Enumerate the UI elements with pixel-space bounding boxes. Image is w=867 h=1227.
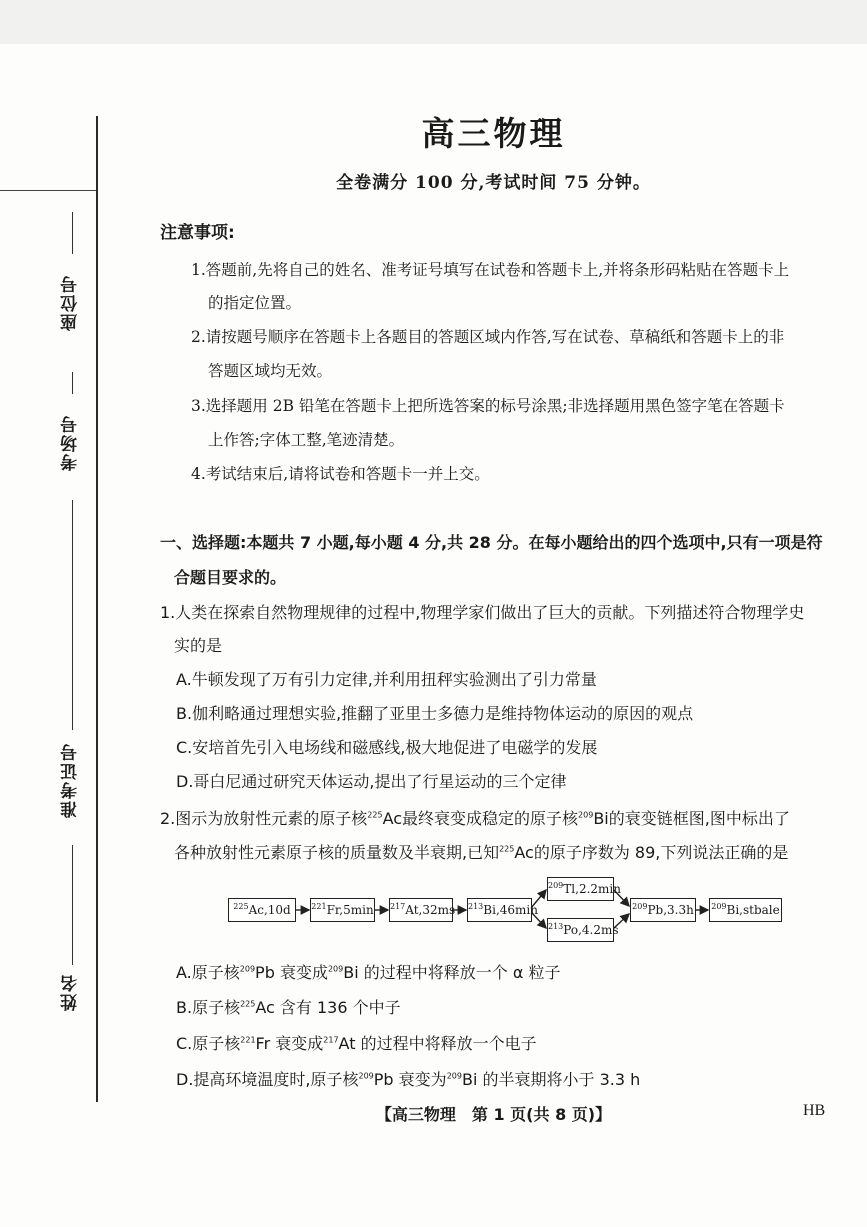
section-heading-cont: 合题目要求的。 xyxy=(174,568,287,587)
question-2-option-c[interactable]: C.原子核$^{221}$Fr 衰变成$^{217}$At 的过程中将释放一个电子 xyxy=(176,1034,537,1053)
name-field[interactable] xyxy=(58,845,88,1025)
page-footer: 【高三物理 第 1 页(共 8 页)】 xyxy=(375,1105,612,1124)
question-1-stem: 1.人类在探索自然物理规律的过程中,物理学家们做出了巨大的贡献。下列描述符合物理学史 xyxy=(160,603,805,622)
nucleus-bi209: $^{209}$Bi,stbale xyxy=(709,898,782,922)
nucleus-pb209: $^{209}$Pb,3.3h xyxy=(630,898,696,922)
question-2-option-d[interactable]: D.提高环境温度时,原子核$^{209}$Pb 衰变为$^{209}$Bi 的半衰期将小于 3.3 h xyxy=(176,1070,641,1089)
note-line: 的指定位置。 xyxy=(208,294,302,312)
question-1-option-a[interactable]: A.牛顿发现了万有引力定律,并利用扭秤实验测出了引力常量 xyxy=(176,670,597,689)
note-line: 上作答;字体工整,笔迹清楚。 xyxy=(208,431,405,449)
question-2-stem-cont: 各种放射性元素原子核的质量数及半衰期,已知$^{225}$Ac的原子序数为 89,下列说法正确的是 xyxy=(174,843,789,862)
note-line: 3.选择题用 2B 铅笔在答题卡上把所选答案的标号涂黑;非选择题用黑色签字笔在答题卡 xyxy=(191,397,785,415)
question-2-stem: 2.图示为放射性元素的原子核$^{225}$Ac最终衰变成稳定的原子核$^{209}$Bi的衰变链框图,图中标出了 xyxy=(160,809,790,828)
question-1-stem-cont: 实的是 xyxy=(174,636,223,655)
question-1-option-d[interactable]: D.哥白尼通过研究天体运动,提出了行星运动的三个定律 xyxy=(176,772,567,791)
question-2-option-a[interactable]: A.原子核$^{209}$Pb 衰变成$^{209}$Bi 的过程中将释放一个 α 粒子 xyxy=(176,963,561,982)
ticket-number-label: 准考证号 xyxy=(61,742,81,818)
ticket-number-field[interactable] xyxy=(58,500,88,830)
page-title: 高三物理 xyxy=(421,114,566,153)
name-blank[interactable] xyxy=(72,845,73,965)
note-line: 答题区域均无效。 xyxy=(208,362,333,380)
note-line: 2.请按题号顺序在答题卡上各题目的答题区域内作答,写在试卷、草稿纸和答题卡上的非 xyxy=(191,328,785,346)
seat-number-label: 座位号 xyxy=(61,274,81,331)
page-code: HB xyxy=(803,1102,826,1119)
question-1-option-c[interactable]: C.安培首先引入电场线和磁感线,极大地促进了电磁学的发展 xyxy=(176,738,598,757)
nucleus-fr221: $^{221}$Fr,5min xyxy=(310,898,375,922)
note-line: 1.答题前,先将自己的姓名、准考证号填写在试卷和答题卡上,并将条形码粘贴在答题卡上 xyxy=(191,261,790,279)
exam-room-blank[interactable] xyxy=(72,372,73,394)
notes-heading: 注意事项: xyxy=(160,223,235,243)
nucleus-tl209: $^{209}$Tl,2.2min xyxy=(547,877,614,901)
question-2-option-b[interactable]: B.原子核$^{225}$Ac 含有 136 个中子 xyxy=(176,998,401,1017)
decay-chain-diagram xyxy=(228,872,788,944)
name-label: 姓名 xyxy=(61,973,81,1011)
note-line: 4.考试结束后,请将试卷和答题卡一并上交。 xyxy=(191,465,490,483)
exam-info: 全卷满分 100 分,考试时间 75 分钟。 xyxy=(336,173,651,193)
nucleus-po213: $^{213}$Po,4.2ms xyxy=(547,918,614,942)
nucleus-ac225: $^{225}$Ac,10d xyxy=(228,898,296,922)
binding-line xyxy=(96,116,98,1102)
ticket-number-blank[interactable] xyxy=(72,500,73,730)
exam-room-label: 考场号 xyxy=(61,414,81,471)
section-heading: 一、选择题:本题共 7 小题,每小题 4 分,共 28 分。在每小题给出的四个选项中,只有一项是符 xyxy=(160,533,823,552)
scan-top-band xyxy=(0,0,867,44)
nucleus-bi213: $^{213}$Bi,46min xyxy=(467,898,532,922)
nucleus-at217: $^{217}$At,32ms xyxy=(389,898,453,922)
seat-number-blank[interactable] xyxy=(72,212,73,254)
question-1-option-b[interactable]: B.伽利略通过理想实验,推翻了亚里士多德力是维持物体运动的原因的观点 xyxy=(176,704,694,723)
